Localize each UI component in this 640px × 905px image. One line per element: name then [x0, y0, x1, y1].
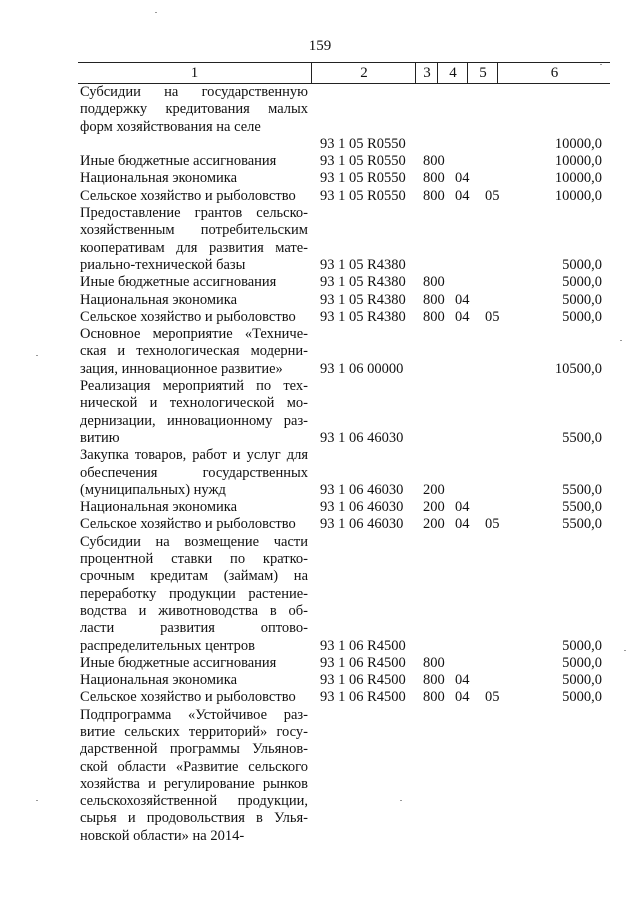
table-row	[0, 672, 640, 689]
row-vr: 800	[423, 672, 445, 689]
row-name: Иные бюджетные ассигнования	[80, 654, 277, 671]
row-vr: 800	[423, 308, 445, 325]
row-sum: 10000,0	[554, 135, 602, 152]
row-sum: 5500,0	[562, 499, 602, 516]
row-code: 93 1 05 R4380	[320, 291, 406, 308]
row-code: 93 1 06 46030	[320, 499, 404, 516]
scan-speck	[36, 800, 38, 801]
row-vr: 800	[423, 689, 445, 706]
row-name: Сельское хозяйство и рыболовство	[80, 689, 296, 706]
row-rz: 04	[455, 672, 470, 689]
row-name: Закупка товаров, работ и услуг для обеспечения государственных (муниципальных) нужд	[80, 447, 308, 498]
table-row	[0, 188, 640, 205]
scan-speck	[600, 64, 602, 65]
row-rz: 04	[455, 516, 470, 533]
table-row	[0, 84, 640, 153]
row-rz: 04	[455, 689, 470, 706]
table-row	[0, 534, 640, 655]
row-rz: 04	[455, 499, 470, 516]
row-vr: 800	[423, 654, 445, 671]
column-header-1: 1	[190, 65, 199, 81]
row-rz: 04	[455, 291, 470, 308]
row-code: 93 1 06 R4500	[320, 672, 406, 689]
row-vr: 800	[423, 274, 445, 291]
row-code: 93 1 06 46030	[320, 516, 404, 533]
row-sum: 5000,0	[562, 291, 602, 308]
column-header-2: 2	[311, 63, 416, 83]
row-name: Сельское хозяйство и рыболовство	[80, 187, 296, 204]
row-sum: 10000,0	[554, 170, 602, 187]
row-name: Подпрограмма «Устойчивое раз-витие сельских территорий» госу-дарственной программы Ульянов-ской области «Развитие сельского хозяйства и регулирование рынков сельскохозяйственной продукции, сырья и продовольствия в Улья-новской области» на 2014-	[80, 706, 308, 844]
row-name: Национальная экономика	[80, 291, 238, 308]
row-name: Иные бюджетные ассигнования	[80, 274, 277, 291]
table-body	[0, 84, 640, 845]
row-name: Сельское хозяйство и рыболовство	[80, 516, 296, 533]
row-vr: 200	[423, 516, 445, 533]
table-row	[0, 499, 640, 516]
table-row	[0, 170, 640, 187]
row-code: 93 1 06 R4500	[320, 637, 406, 654]
row-code: 93 1 06 R4500	[320, 689, 406, 706]
table-header	[78, 62, 610, 84]
column-header-6: 6	[497, 63, 611, 83]
row-vr: 800	[423, 153, 445, 170]
row-rz: 04	[455, 187, 470, 204]
table-row	[0, 447, 640, 499]
row-code: 93 1 05 R4380	[320, 308, 406, 325]
row-sum: 5000,0	[562, 672, 602, 689]
row-name: Реализация мероприятий по тех-нической и технологической мо-дернизации, инновационному раз-витию	[80, 378, 308, 446]
row-sum: 5000,0	[562, 637, 602, 654]
row-code: 93 1 06 46030	[320, 481, 404, 498]
row-name: Национальная экономика	[80, 499, 238, 516]
row-name: Национальная экономика	[80, 672, 238, 689]
row-sum: 5500,0	[562, 429, 602, 446]
row-code: 93 1 05 R4380	[320, 256, 406, 273]
column-header-3: 3	[415, 63, 438, 83]
row-vr: 800	[423, 187, 445, 204]
table-row	[0, 689, 640, 706]
row-code: 93 1 05 R0550	[320, 153, 406, 170]
table-row	[0, 707, 640, 845]
row-name: Национальная экономика	[80, 170, 238, 187]
scan-speck	[620, 340, 622, 341]
column-header-5: 5	[467, 63, 498, 83]
table-row	[0, 326, 640, 378]
row-sum: 5000,0	[562, 274, 602, 291]
row-name: Предоставление грантов сельско-хозяйственным потребительским кооперативам для развития мате-риально-технической базы	[80, 205, 308, 273]
row-sum: 10500,0	[554, 360, 602, 377]
scan-speck	[624, 650, 626, 651]
table-row	[0, 309, 640, 326]
column-header-4: 4	[437, 63, 468, 83]
row-sum: 5000,0	[562, 308, 602, 325]
table-row	[0, 274, 640, 291]
table-row	[0, 292, 640, 309]
row-sum: 5000,0	[562, 689, 602, 706]
row-vr: 800	[423, 291, 445, 308]
row-name: Субсидии на возмещение части процентной ставки по кратко-срочным кредитам (займам) на переработку продукции растение-водства и животноводства в об-ласти развития оптово-распределительных центров	[80, 533, 308, 654]
page-number: 159	[308, 38, 332, 54]
row-pr: 05	[485, 187, 500, 204]
scan-speck	[400, 800, 402, 801]
row-name: Основное мероприятие «Техниче-ская и технологическая модерни-зация, инновационное развитие»	[80, 326, 308, 377]
row-vr: 800	[423, 170, 445, 187]
row-name: Сельское хозяйство и рыболовство	[80, 308, 296, 325]
row-sum: 5000,0	[562, 256, 602, 273]
row-code: 93 1 06 46030	[320, 429, 404, 446]
row-code: 93 1 05 R0550	[320, 187, 406, 204]
row-sum: 5000,0	[562, 654, 602, 671]
table-row	[0, 655, 640, 672]
row-code: 93 1 06 00000	[320, 360, 404, 377]
table-row	[0, 153, 640, 170]
row-name: Субсидии на государственную поддержку кредитования малых форм хозяйствования на селе	[80, 84, 308, 135]
table-row	[0, 205, 640, 274]
row-code: 93 1 06 R4500	[320, 654, 406, 671]
row-sum: 10000,0	[554, 153, 602, 170]
row-pr: 05	[485, 689, 500, 706]
row-code: 93 1 05 R0550	[320, 135, 406, 152]
row-code: 93 1 05 R4380	[320, 274, 406, 291]
row-pr: 05	[485, 516, 500, 533]
row-sum: 10000,0	[554, 187, 602, 204]
row-sum: 5500,0	[562, 481, 602, 498]
table-row	[0, 516, 640, 533]
scan-speck	[155, 12, 157, 13]
table-row	[0, 378, 640, 447]
row-vr: 200	[423, 481, 445, 498]
scan-speck	[36, 355, 38, 356]
row-sum: 5500,0	[562, 516, 602, 533]
row-pr: 05	[485, 308, 500, 325]
row-rz: 04	[455, 170, 470, 187]
row-rz: 04	[455, 308, 470, 325]
row-vr: 200	[423, 499, 445, 516]
row-code: 93 1 05 R0550	[320, 170, 406, 187]
row-name: Иные бюджетные ассигнования	[80, 153, 277, 170]
